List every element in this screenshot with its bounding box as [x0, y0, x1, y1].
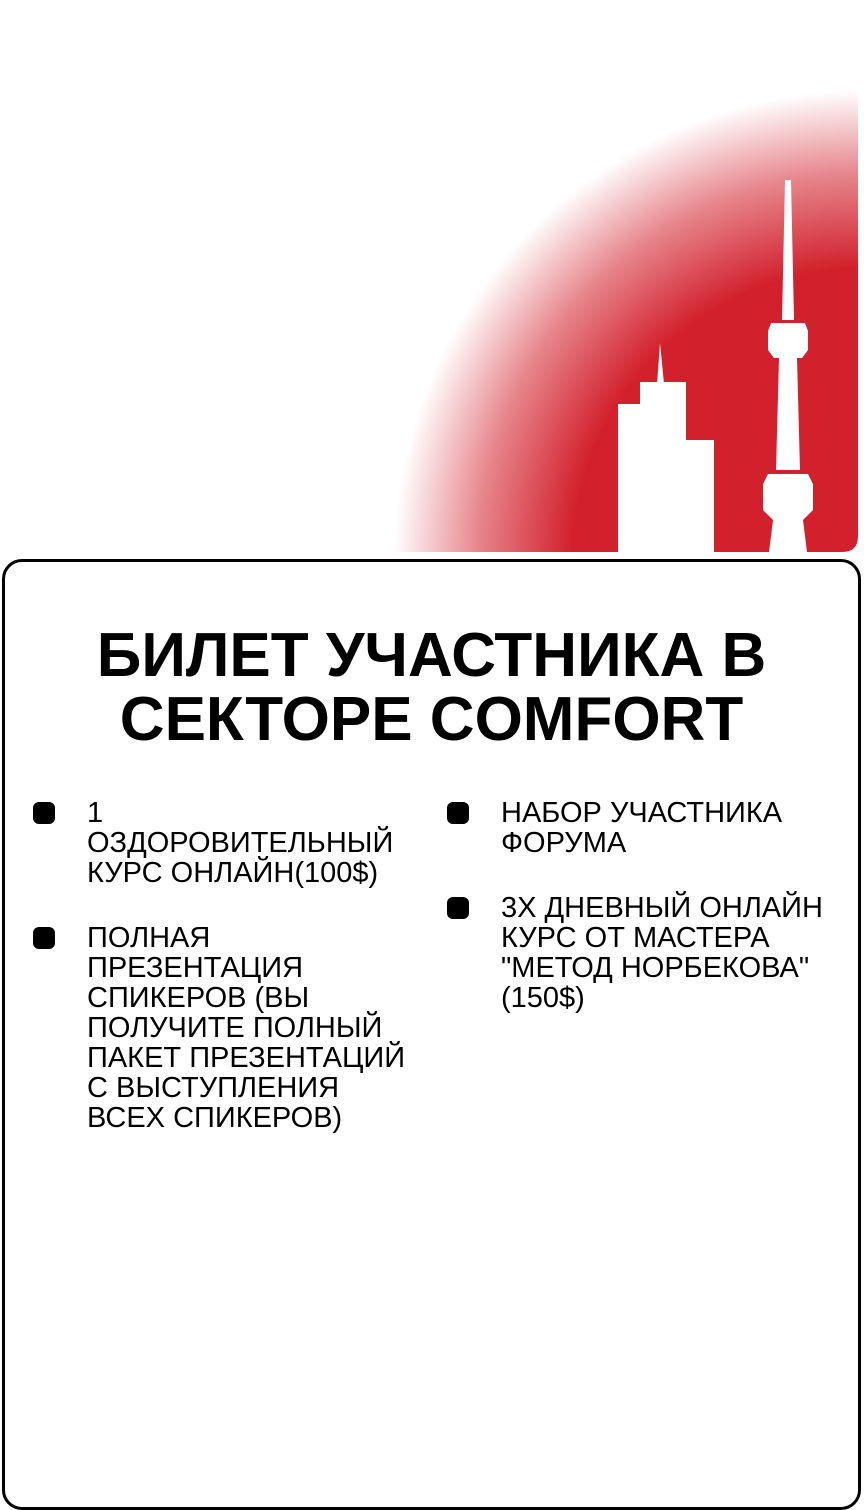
features-column-right [447, 798, 827, 1048]
feature-text: ПОЛНАЯ ПРЕЗЕНТАЦИЯ СПИКЕРОВ (ВЫ ПОЛУЧИТЕ ПОЛНЫЙ ПАКЕТ ПРЕЗЕНТАЦИЙ С ВЫСТУПЛЕНИЯ ВСЕХ СПИКЕРОВ) [87, 922, 406, 1134]
feature-text: НАБОР УЧАСТНИКА ФОРУМА [501, 797, 783, 859]
feature-item [33, 798, 413, 888]
bullet-icon [33, 802, 55, 824]
ticket-card [2, 559, 861, 1510]
hero-banner [0, 0, 864, 560]
bullet-icon [447, 802, 469, 824]
bullet-icon [447, 897, 469, 919]
bullet-icon [33, 927, 55, 949]
ticket-title: БИЛЕТ УЧАСТНИКА В СЕКТОРЕ COMFORT [96, 621, 767, 754]
city-skyline-illustration [0, 0, 864, 560]
feature-text: 3Х ДНЕВНЫЙ ОНЛАЙН КУРС ОТ МАСТЕРА "МЕТОД НОРБЕКОВА"(150$) [501, 892, 823, 1014]
feature-item [33, 923, 413, 1133]
feature-text: 1 ОЗДОРОВИТЕЛЬНЫЙ КУРС ОНЛАЙН(100$) [87, 797, 394, 889]
feature-item [447, 798, 827, 858]
feature-item [447, 893, 827, 1013]
features-column-left [33, 798, 413, 1168]
